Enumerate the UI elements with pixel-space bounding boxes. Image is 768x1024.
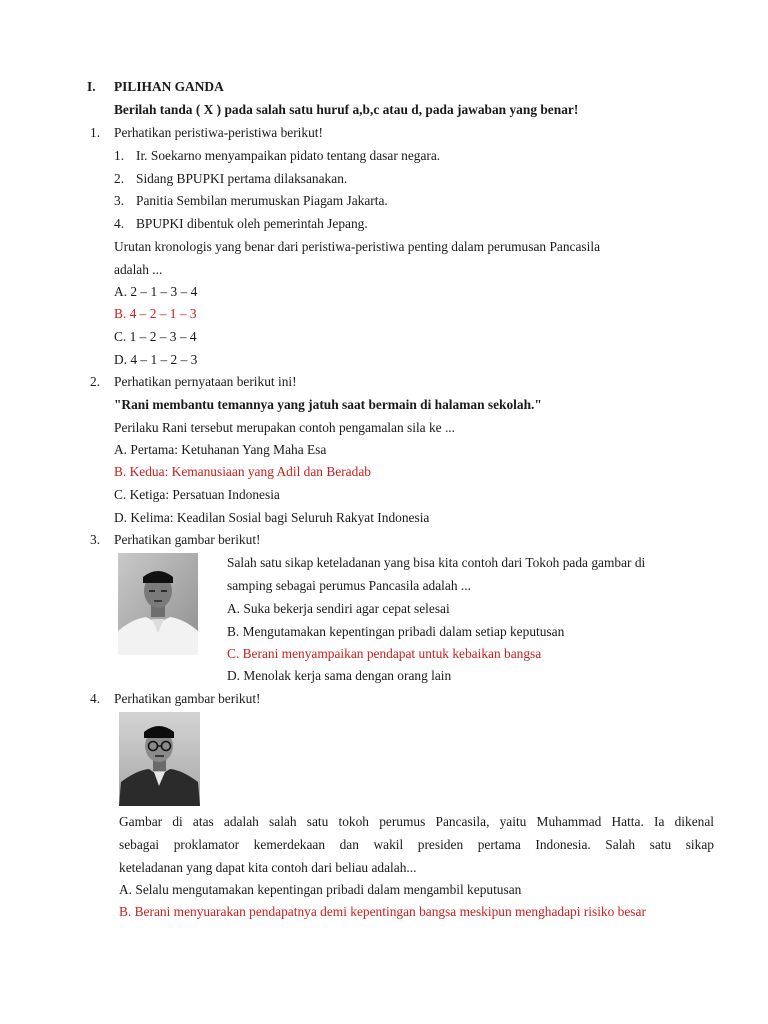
- question-number: 3.: [90, 532, 101, 547]
- event-item: Panitia Sembilan merumuskan Piagam Jakarta.: [136, 193, 388, 208]
- instruction: Berilah tanda ( X ) pada salah satu huruf a,b,c atau d, pada jawaban yang benar!: [114, 102, 579, 117]
- section-numeral: I.: [87, 79, 96, 94]
- option-b-answer[interactable]: B. Berani menyuarakan pendapatnya demi kepentingan bangsa meskipun menghadapi risiko besar: [119, 904, 646, 919]
- event-item: Sidang BPUPKI pertama dilaksanakan.: [136, 171, 348, 186]
- option-c-answer[interactable]: C. Berani menyampaikan pendapat untuk kebaikan bangsa: [227, 646, 542, 661]
- paragraph-line: Gambar di atas adalah salah satu tokoh perumus Pancasila, yaitu Muhammad Hatta. Ia dikenal: [119, 814, 714, 829]
- event-item: BPUPKI dibentuk oleh pemerintah Jepang.: [136, 216, 368, 231]
- question-text: Urutan kronologis yang benar dari peristiwa-peristiwa penting dalam perumusan Pancasila: [114, 239, 601, 254]
- option-b-answer[interactable]: B. 4 – 2 – 1 – 3: [114, 306, 197, 321]
- portrait-photo-hatta: [119, 712, 200, 806]
- option-a[interactable]: A. Selalu mengutamakan kepentingan pribadi dalam mengambil keputusan: [119, 882, 522, 897]
- option-d[interactable]: D. Menolak kerja sama dengan orang lain: [227, 668, 452, 683]
- question-number: 4.: [90, 691, 101, 706]
- portrait-photo-soekarno: [118, 553, 198, 655]
- event-number: 2.: [114, 171, 125, 186]
- option-b[interactable]: B. Mengutamakan kepentingan pribadi dalam setiap keputusan: [227, 624, 565, 639]
- option-d[interactable]: D. 4 – 1 – 2 – 3: [114, 352, 198, 367]
- question-prompt: Perhatikan gambar berikut!: [114, 691, 261, 706]
- question-text: adalah ...: [114, 262, 163, 277]
- option-a[interactable]: A. Suka bekerja sendiri agar cepat selesai: [227, 601, 450, 616]
- option-c[interactable]: C. 1 – 2 – 3 – 4: [114, 329, 197, 344]
- paragraph-line: sebagai proklamator kemerdekaan dan wakil presiden pertama Indonesia. Salah satu sikap: [119, 837, 714, 852]
- event-number: 3.: [114, 193, 125, 208]
- question-prompt: Perhatikan peristiwa-peristiwa berikut!: [114, 125, 323, 140]
- question-text: Perilaku Rani tersebut merupakan contoh pengamalan sila ke ...: [114, 420, 455, 435]
- question-number: 2.: [90, 374, 101, 389]
- question-prompt: Perhatikan pernyataan berikut ini!: [114, 374, 297, 389]
- option-a[interactable]: A. 2 – 1 – 3 – 4: [114, 284, 198, 299]
- question-number: 1.: [90, 125, 101, 140]
- event-number: 1.: [114, 148, 125, 163]
- event-item: Ir. Soekarno menyampaikan pidato tentang dasar negara.: [136, 148, 441, 163]
- statement: "Rani membantu temannya yang jatuh saat bermain di halaman sekolah.": [114, 397, 542, 412]
- event-number: 4.: [114, 216, 125, 231]
- option-a[interactable]: A. Pertama: Ketuhanan Yang Maha Esa: [114, 442, 327, 457]
- question-text: samping sebagai perumus Pancasila adalah ...: [227, 578, 471, 593]
- question-text: Salah satu sikap keteladanan yang bisa kita contoh dari Tokoh pada gambar di: [227, 555, 646, 570]
- option-d[interactable]: D. Kelima: Keadilan Sosial bagi Seluruh Rakyat Indonesia: [114, 510, 430, 525]
- section-title: PILIHAN GANDA: [114, 79, 224, 94]
- question-prompt: Perhatikan gambar berikut!: [114, 532, 261, 547]
- paragraph-line: keteladanan yang dapat kita contoh dari beliau adalah...: [119, 860, 417, 875]
- option-b-answer[interactable]: B. Kedua: Kemanusiaan yang Adil dan Beradab: [114, 464, 371, 479]
- option-c[interactable]: C. Ketiga: Persatuan Indonesia: [114, 487, 280, 502]
